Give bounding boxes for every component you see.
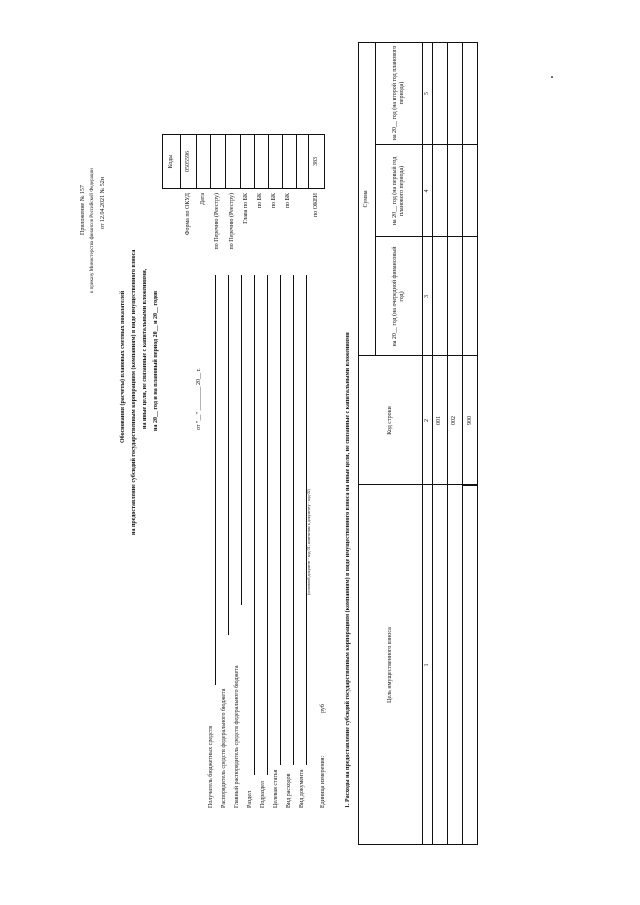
field-doc-note: (основной документ - код 01; изменения к документу - код 02) [306, 489, 311, 595]
okud-label: Форма по ОКУД [185, 193, 191, 236]
form-title-line-3: на иные цели, не связанные с капитальными вложениями, [142, 268, 148, 429]
bk-label-2: по БК [271, 193, 277, 209]
total-code: 900 [466, 416, 473, 425]
table-row-1-code: 001 [436, 416, 443, 425]
chapter-label: Глава по БК [243, 193, 249, 224]
unit-label: Единица измерения: [320, 755, 326, 808]
appendix-line-2: к приказу Министерства финансов Российской Федерации [90, 168, 95, 293]
form-title-line-4: на 20__ год и на плановый период 20__ и 20__ годов [153, 290, 159, 431]
form-date: от "__" ________ 20__ г. [196, 368, 202, 430]
field-manager: Распорядитель средств федерального бюджета [221, 688, 227, 808]
form-title-line-2: на предоставление субсидий государственным корпорациям (компаниям) в виде имущественного взноса [131, 249, 137, 535]
field-target-item: Целевая статья [273, 769, 279, 808]
col-goal-header: Цель имущественного взноса [386, 627, 393, 703]
col-year2-header: на 20__ год (на первый год планового периода) [391, 156, 405, 226]
num-year2: 4 [423, 189, 430, 193]
field-recipient: Получатель бюджетных средств [208, 725, 214, 808]
num-code: 2 [423, 419, 430, 422]
col-year3-header: на 20__ год (на второй год планового периода) [391, 45, 405, 141]
bk-label-3: по БК [285, 193, 291, 209]
field-subsection: Подраздел [260, 781, 266, 808]
field-section: Раздел [247, 791, 253, 808]
col-code-header: Код строки [386, 406, 393, 435]
okei-label: по ОКЕИ [313, 193, 319, 218]
registry-label-2: по Перечню (Реестру) [229, 193, 235, 250]
okud-code: 0505596 [184, 151, 191, 172]
field-chief-manager: Главный распорядитель средств федерального бюджета [234, 665, 240, 808]
col-sum-header: Сумма [363, 190, 370, 208]
form-title-line-1: Обоснования (расчеты) плановых сметных показателей [120, 290, 126, 443]
table-row-1-goal [432, 485, 447, 845]
okei-code: 383 [313, 157, 320, 166]
appendix-line-3: от 12.04.2021 № 52н [100, 177, 106, 229]
section-1-heading: 1. Расходы на предоставление субсидий государственным корпорациям (компаниям) в виде имущественного взноса на иные цели, не связанные с капитальными вложениями [345, 332, 351, 808]
registry-label-1: по Перечню (Реестру) [214, 193, 220, 250]
bk-label-1: по БК [257, 193, 263, 209]
date-label: Дата [200, 193, 206, 205]
table-row-2-code: 002 [451, 416, 458, 425]
codes-header: Коды [167, 154, 174, 169]
unit-value: руб [320, 704, 326, 713]
num-year1: 3 [423, 295, 430, 298]
num-goal: 1 [423, 663, 430, 667]
col-year1-header: на 20__ год (на очередной финансовый год) [391, 246, 405, 347]
num-year3: 5 [423, 92, 430, 95]
field-expense-type: Вид расходов [286, 773, 292, 808]
table-row-2-goal [447, 485, 462, 845]
appendix-line-1: Приложение № 157 [80, 185, 86, 235]
field-doc-type: Вид документа [299, 769, 305, 808]
